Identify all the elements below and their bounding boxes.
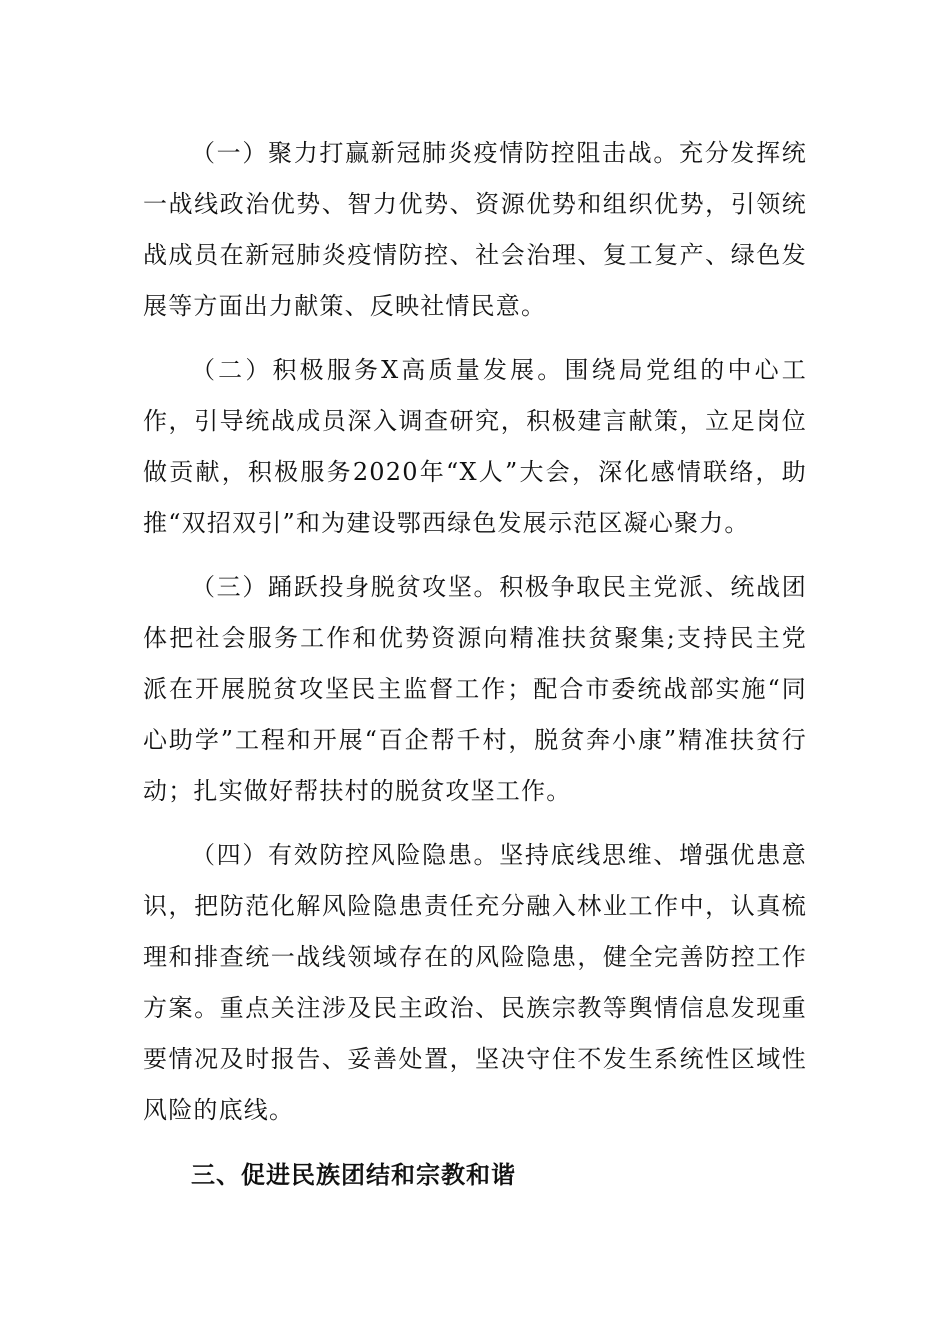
paragraph-4: （四）有效防控风险隐患。坚持底线思维、增强优患意识，把防范化解风险隐患责任充分融入林业工作中，认真梳理和排查统一战线领域存在的风险隐患，健全完善防控工作方案。重点关注涉及民主政治、民族宗教等舆情信息发现重要情况及时报告、妥善处置，坚决守住不发生系统性区域性风险的底线。: [143, 841, 807, 1124]
section-heading: 三、促进民族团结和宗教和谐: [191, 1161, 516, 1189]
paragraph-1: （一）聚力打赢新冠肺炎疫情防控阻击战。充分发挥统一战线政治优势、智力优势、资源优势和组织优势，引领统战成员在新冠肺炎疫情防控、社会治理、复工复产、绿色发展等方面出力献策、反映社情民意。: [143, 139, 807, 320]
document-body: [143, 128, 807, 1201]
paragraph-2: （二）积极服务X高质量发展。围绕局党组的中心工作，引导统战成员深入调查研究，积极建言献策，立足岗位做贡献，积极服务2020年“X人”大会，深化感情联络，助推“双招双引”和为建设鄂西绿色发展示范区凝心聚力。: [143, 356, 807, 537]
paragraph-3: （三）踊跃投身脱贫攻坚。积极争取民主党派、统战团体把社会服务工作和优势资源向精准扶贫聚集;支持民主党派在开展脱贫攻坚民主监督工作；配合市委统战部实施“同心助学”工程和开展“百企帮千村，脱贫奔小康”精准扶贫行动；扎实做好帮扶村的脱贫攻坚工作。: [143, 573, 807, 805]
